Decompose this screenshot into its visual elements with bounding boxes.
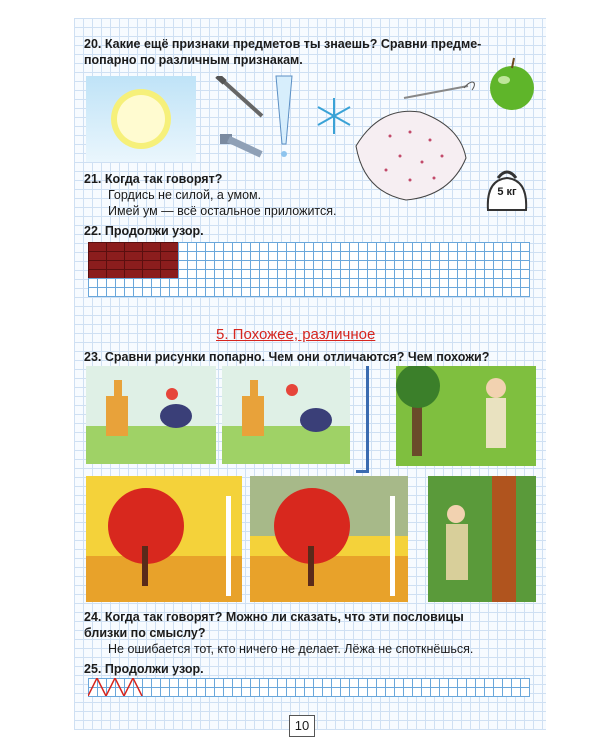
task23-text: 23. Сравни рисунки попарно. Чем они отличаются? Чем похожи? [84,350,490,364]
task21-proverb1: Гордись не силой, а умом. [108,188,262,202]
forest-girl-picture-2 [428,476,536,602]
weight-label: 5 кг [497,186,517,198]
section-title: 5. Похожее, различное [216,326,376,343]
giraffe-picture-1 [86,366,216,464]
forest-girl-picture-1 [396,366,536,466]
icicle-picture [274,74,294,164]
task22-heading: 22. Продолжи узор. [84,224,204,238]
task20-line2: попарно по различным признакам. [84,53,303,67]
zigzag-pattern-sample [88,678,148,696]
brick-pattern-sample [88,242,178,278]
autumn-tree-picture-2 [250,476,408,602]
divider-bracket [356,366,369,473]
giraffe-picture-2 [222,366,350,464]
task24-proverb: Не ошибается тот, кто ничего не делает. Лёжа не споткнёшься. [108,642,474,656]
task21-proverb2: Имей ум — всё остальное приложится. [108,204,337,218]
pattern-grid-25 [88,678,530,697]
task24-line1: 24. Когда так говорят? Можно ли сказать, что эти пословицы [84,610,464,624]
weight-picture [484,164,530,212]
task24-line2: близки по смыслу? [84,626,206,640]
autumn-tree-picture-1 [86,476,242,602]
pillow-picture [350,96,472,208]
task25-heading: 25. Продолжи узор. [84,662,204,676]
nail-bolt-picture [214,76,274,166]
sun-picture [86,76,196,162]
snowflake-icon [314,96,354,136]
task21-heading: 21. Когда так говорят? [84,172,223,186]
page-number: 10 [289,715,315,737]
pattern-grid-22 [88,242,530,297]
task20-line1: 20. Какие ещё признаки предметов ты знаешь? Сравни предме- [84,37,482,51]
apple-picture [484,56,540,112]
